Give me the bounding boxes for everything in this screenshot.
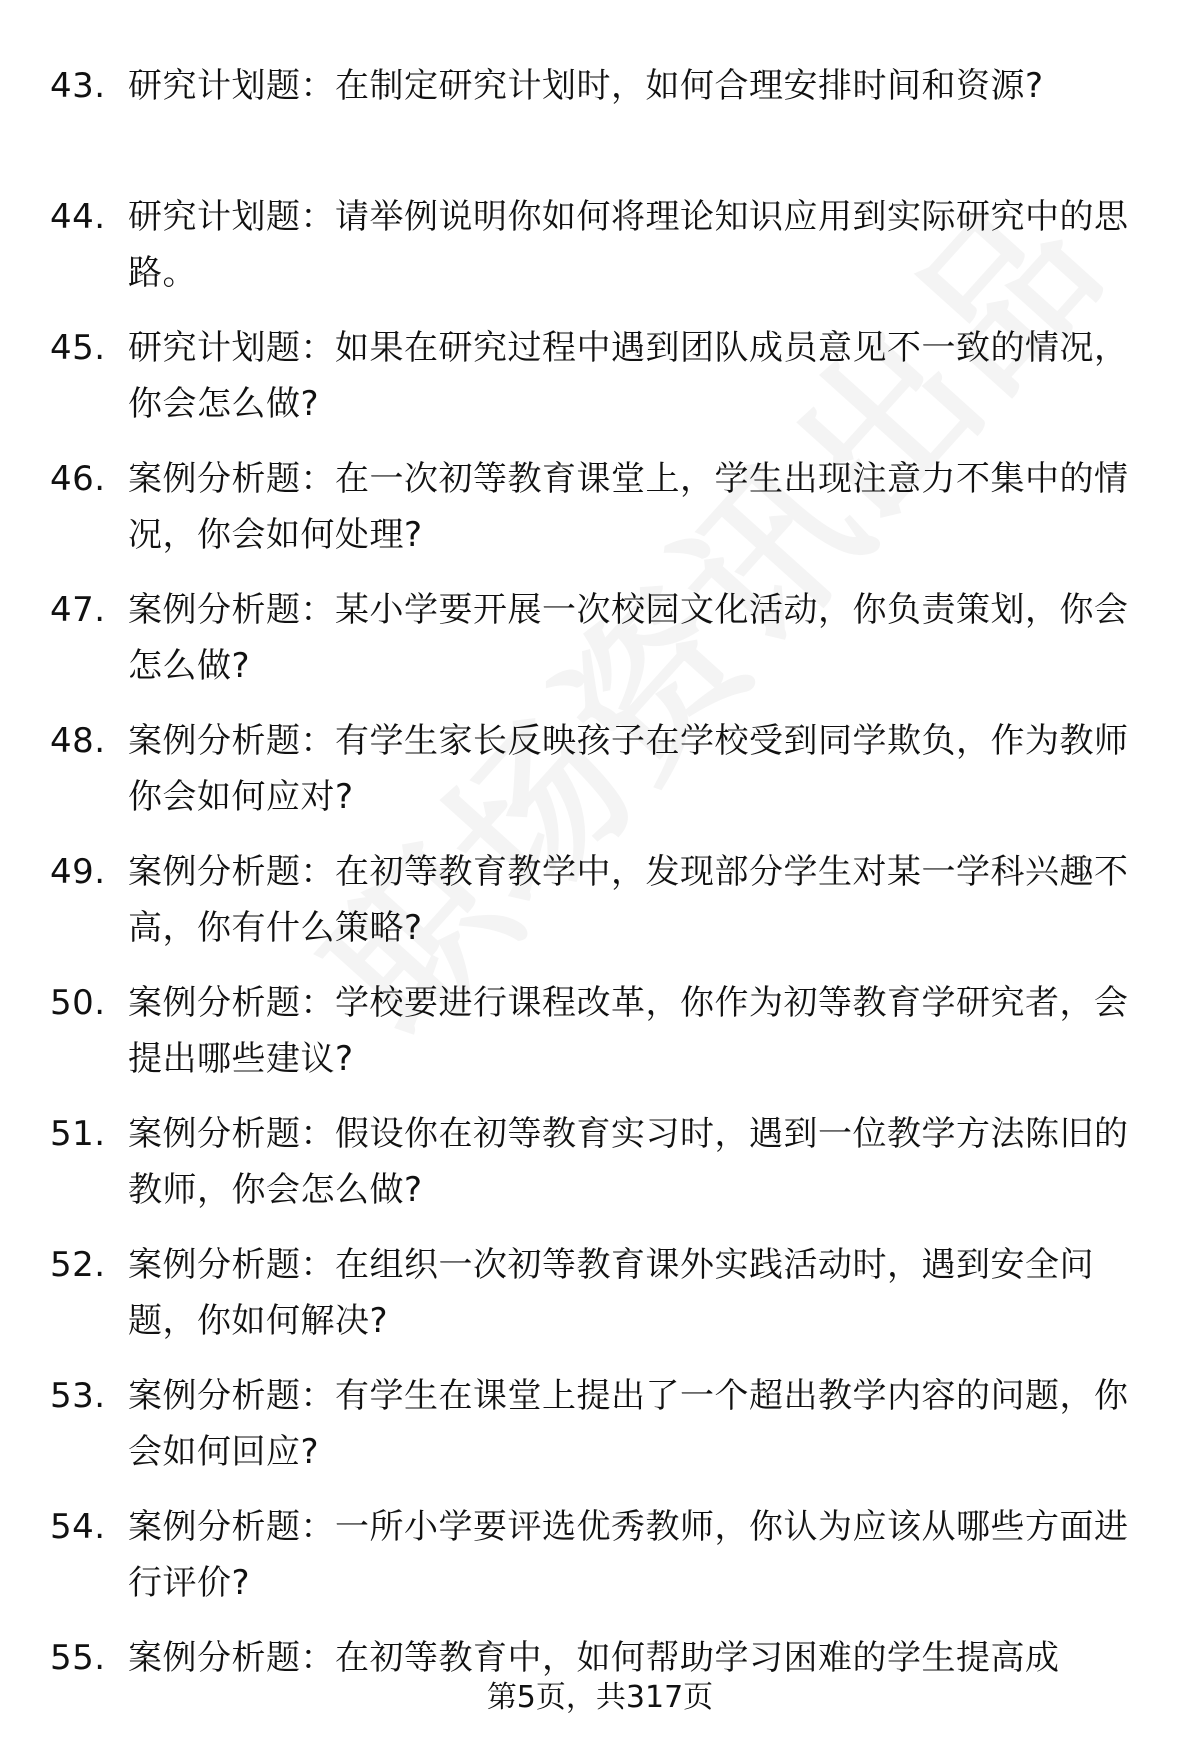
- question-number: 49.: [50, 852, 106, 892]
- question-list: [50, 58, 1150, 1700]
- question-item: [50, 58, 1150, 189]
- question-item: [50, 1368, 1150, 1499]
- question-text: 案例分析题：一所小学要评选优秀教师，你认为应该从哪些方面进行评价?: [128, 1507, 1129, 1603]
- question-text: 案例分析题：有学生家长反映孩子在学校受到同学欺负，作为教师你会如何应对?: [128, 721, 1129, 817]
- question-item: [50, 1106, 1150, 1237]
- question-text: 研究计划题：请举例说明你如何将理论知识应用到实际研究中的思路。: [128, 197, 1129, 293]
- question-item: [50, 975, 1150, 1106]
- question-item: [50, 189, 1150, 320]
- question-number: 50.: [50, 983, 106, 1023]
- question-text: 案例分析题：有学生在课堂上提出了一个超出教学内容的问题，你会如何回应?: [128, 1376, 1129, 1472]
- question-text: 案例分析题：学校要进行课程改革，你作为初等教育学研究者，会提出哪些建议?: [128, 983, 1129, 1079]
- question-item: [50, 713, 1150, 844]
- question-text: 研究计划题：在制定研究计划时，如何合理安排时间和资源?: [128, 66, 1044, 106]
- question-number: 53.: [50, 1376, 106, 1416]
- question-text: 案例分析题：在初等教育教学中，发现部分学生对某一学科兴趣不高，你有什么策略?: [128, 852, 1129, 948]
- question-number: 48.: [50, 721, 106, 761]
- question-number: 54.: [50, 1507, 106, 1547]
- question-number: 46.: [50, 459, 106, 499]
- question-text: 案例分析题：某小学要开展一次校园文化活动，你负责策划，你会怎么做?: [128, 590, 1129, 686]
- question-item: [50, 1499, 1150, 1630]
- question-number: 52.: [50, 1245, 106, 1285]
- question-item: [50, 1237, 1150, 1368]
- page-footer: 第5页，共317页: [486, 1680, 714, 1715]
- question-number: 44.: [50, 197, 106, 237]
- question-number: 47.: [50, 590, 106, 630]
- question-text: 案例分析题：在初等教育中，如何帮助学习困难的学生提高成: [128, 1638, 1060, 1678]
- question-item: [50, 451, 1150, 582]
- question-item: [50, 844, 1150, 975]
- question-text: 案例分析题：假设你在初等教育实习时，遇到一位教学方法陈旧的教师，你会怎么做?: [128, 1114, 1129, 1210]
- question-text: 研究计划题：如果在研究过程中遇到团队成员意见不一致的情况，你会怎么做?: [128, 328, 1129, 424]
- question-number: 51.: [50, 1114, 106, 1154]
- question-number: 45.: [50, 328, 106, 368]
- question-text: 案例分析题：在一次初等教育课堂上，学生出现注意力不集中的情况，你会如何处理?: [128, 459, 1129, 555]
- question-item: [50, 582, 1150, 713]
- question-number: 55.: [50, 1638, 106, 1678]
- question-text: 案例分析题：在组织一次初等教育课外实践活动时，遇到安全问题，你如何解决?: [128, 1245, 1094, 1341]
- question-number: 43.: [50, 66, 106, 106]
- question-item: [50, 320, 1150, 451]
